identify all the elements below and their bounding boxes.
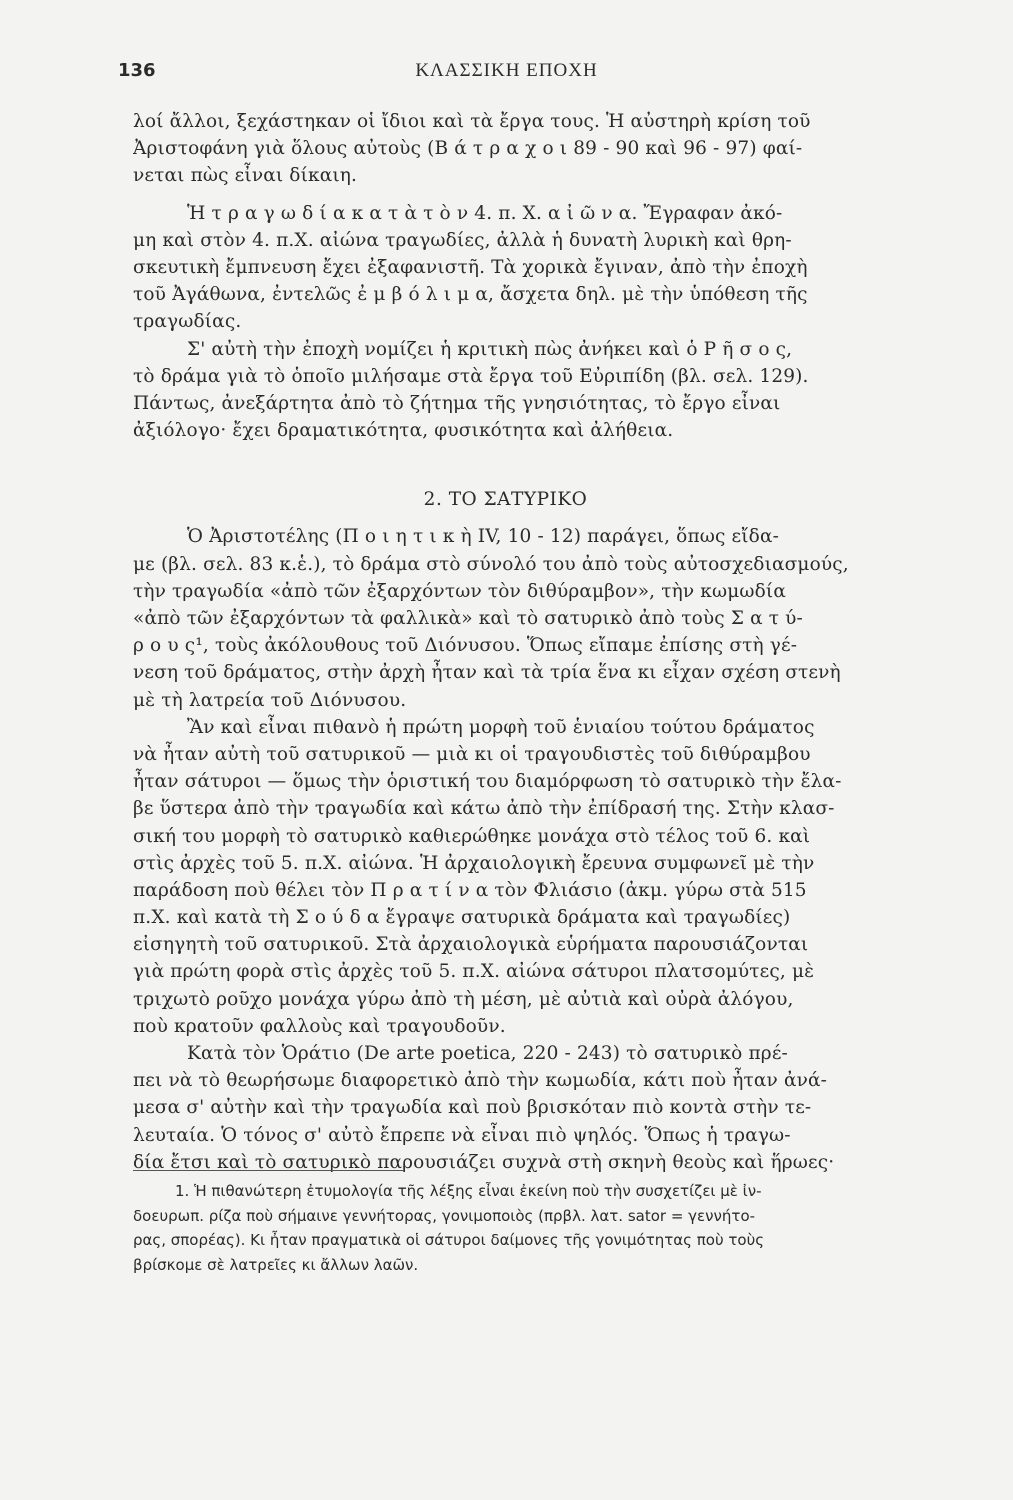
- body-line: πει νὰ τὸ θεωρήσωμε διαφορετικὸ ἀπὸ τὴν κωμωδία, κάτι ποὺ ἦταν ἀνά-: [133, 1070, 828, 1092]
- body-line: «ἀπὸ τῶν ἐξαρχόντων τὰ φαλλικὰ» καὶ τὸ σατυρικὸ ἀπὸ τοὺς Σ α τ ύ-: [133, 608, 803, 629]
- body-line: ἦταν σάτυροι — ὅμως τὴν ὁριστική του διαμόρφωση τὸ σατυρικὸ τὴν ἔλα-: [133, 771, 842, 793]
- footnote-line: 1. Ἡ πιθανώτερη ἐτυμολογία τῆς λέξης εἶναι ἐκείνη ποὺ τὴν συσχετίζει μὲ ἰν-: [175, 1182, 762, 1200]
- body-line: παράδοση ποὺ θέλει τὸν Π ρ α τ ί ν α τὸν Φλιάσιο (ἀκμ. γύρω στὰ 515: [133, 879, 807, 901]
- body-line: μὲ τὴ λατρεία τοῦ Διόνυσου.: [133, 689, 407, 711]
- footnote-line: δοευρωπ. ρίζα ποὺ σήμαινε γεννήτορας, γονιμοποιὸς (πρβλ. λατ. sator = γεννήτο-: [133, 1206, 756, 1225]
- section-heading: 2. ΤΟ ΣΑΤΥΡΙΚΟ: [423, 489, 588, 511]
- blank-line: [133, 513, 878, 523]
- body-line: μεσα σ' αὐτὴν καὶ τὴν τραγωδία καὶ ποὺ βρισκόταν πιὸ κοντὰ στὴν τε-: [133, 1097, 812, 1119]
- body-line: νὰ ἦταν αὐτὴ τοῦ σατυρικοῦ — μιὰ κι οἱ τραγουδιστὲς τοῦ διθύραμβου: [133, 743, 811, 765]
- body-line: τὸ δράμα γιὰ τὸ ὁποῖο μιλήσαμε στὰ ἔργα τοῦ Εὐριπίδη (βλ. σελ. 129).: [133, 365, 809, 387]
- body-line: τραγωδίας.: [133, 311, 242, 333]
- body-line: μη καὶ στὸν 4. π.Χ. αἰώνα τραγωδίες, ἀλλὰ ἡ δυνατὴ λυρικὴ καὶ θρη-: [133, 229, 792, 251]
- body-line: Πάντως, ἀνεξάρτητα ἀπὸ τὸ ζήτημα τῆς γνησιότητας, τὸ ἔργο εἶναι: [133, 392, 781, 414]
- body-line: δία ἔτσι καὶ τὸ σατυρικὸ παρουσιάζει συχνὰ στὴ σκηνὴ θεοὺς καὶ ἥρωες·: [133, 1151, 835, 1173]
- body-line: βε ὕστερα ἀπὸ τὴν τραγωδία καὶ κάτω ἀπὸ τὴν ἐπίδρασή της. Στὴν κλασ-: [133, 798, 835, 820]
- body-line: Κατὰ τὸν Ὁράτιο (De arte poetica, 220 - 243) τὸ σατυρικὸ πρέ-: [187, 1043, 788, 1064]
- subheading-line: Ἡ τ ρ α γ ω δ ί α κ α τ ὰ τ ὸ ν 4. π. Χ. α ἰ ῶ ν α. Ἔγραφαν ἀκό-: [187, 202, 783, 224]
- body-line: με (βλ. σελ. 83 κ.ἑ.), τὸ δράμα στὸ σύνολό του ἀπὸ τοὺς αὐτοσχεδιασμούς,: [133, 553, 849, 575]
- body-line: νεση τοῦ δράματος, στὴν ἀρχὴ ἦταν καὶ τὰ τρία ἕνα κι εἶχαν σχέση στενὴ: [133, 662, 841, 684]
- body-line: Ὁ Ἀριστοτέλης (Π ο ι η τ ι κ ὴ IV, 10 - 12) παράγει, ὅπως εἴδα-: [187, 526, 780, 548]
- body-line: Ἂν καὶ εἶναι πιθανὸ ἡ πρώτη μορφὴ τοῦ ἑνιαίου τούτου δράματος: [187, 716, 815, 738]
- footnote-rule: [133, 1170, 403, 1171]
- body-line: νεται πὼς εἶναι δίκαιη.: [133, 165, 358, 187]
- running-title: ΚΛΑΣΣΙΚΗ ΕΠΟΧΗ: [415, 60, 598, 81]
- blank-line: [133, 444, 878, 486]
- body-line: σική του μορφὴ τὸ σατυρικὸ καθιερώθηκε μονάχα στὸ τέλος τοῦ 6. καὶ: [133, 825, 811, 847]
- body-line: σκευτικὴ ἔμπνευση ἔχει ἐξαφανιστῆ. Τὰ χορικὰ ἔγιναν, ἀπὸ τὴν ἐποχὴ: [133, 256, 808, 278]
- page-number: 136: [118, 60, 156, 81]
- footnotes: [133, 1170, 878, 1277]
- body-text: [133, 108, 878, 1176]
- body-line: τοῦ Ἀγάθωνα, ἐντελῶς ἐ μ β ό λ ι μ α, ἄσχετα δηλ. μὲ τὴν ὑπόθεση τῆς: [133, 284, 808, 306]
- body-line: τριχωτὸ ροῦχο μονάχα γύρω ἀπὸ τὴ μέση, μὲ αὐτιὰ καὶ οὐρὰ ἀλόγου,: [133, 988, 794, 1010]
- footnote-line: βρίσκομε σὲ λατρεῖες κι ἄλλων λαῶν.: [133, 1255, 419, 1274]
- body-line: λευταία. Ὁ τόνος σ' αὐτὸ ἔπρεπε νὰ εἶναι πιὸ ψηλός. Ὅπως ἡ τραγω-: [133, 1124, 791, 1146]
- body-line: γιὰ πρώτη φορὰ στὶς ἀρχὲς τοῦ 5. π.Χ. αἰώνα σάτυροι πλατσομύτες, μὲ: [133, 961, 815, 983]
- body-line: ρ ο υ ς¹, τοὺς ἀκόλουθους τοῦ Διόνυσου. Ὅπως εἴπαμε ἐπίσης στὴ γέ-: [133, 635, 798, 657]
- body-line: στὶς ἀρχὲς τοῦ 5. π.Χ. αἰώνα. Ἡ ἀρχαιολογικὴ ἔρευνα συμφωνεῖ μὲ τὴν: [133, 852, 815, 874]
- body-line: Ἀριστοφάνη γιὰ ὅλους αὐτοὺς (Β ά τ ρ α χ ο ι 89 - 90 καὶ 96 - 97) φαί-: [133, 138, 803, 160]
- footnote-line: ρας, σπορέας). Κι ἦταν πραγματικὰ οἱ σάτυροι δαίμονες τῆς γονιμότητας ποὺ τοὺς: [133, 1231, 765, 1249]
- body-line: Σ' αὐτὴ τὴν ἐποχὴ νομίζει ἡ κριτικὴ πὼς ἀνήκει καὶ ὁ Ρ ῆ σ ο ς,: [187, 338, 793, 360]
- body-line: ποὺ κρατοῦν φαλλοὺς καὶ τραγουδοῦν.: [133, 1015, 506, 1037]
- body-line: λοί ἄλλοι, ξεχάστηκαν οἱ ἴδιοι καὶ τὰ ἔργα τους. Ἡ αὐστηρὴ κρίση τοῦ: [133, 111, 811, 132]
- body-line: π.Χ. καὶ κατὰ τὴ Σ ο ύ δ α ἔγραψε σατυρικὰ δράματα καὶ τραγωδίες): [133, 907, 791, 929]
- body-line: εἰσηγητὴ τοῦ σατυρικοῦ. Στὰ ἀρχαιολογικὰ εὑρήματα παρουσιάζονται: [133, 934, 809, 956]
- body-line: ἀξιόλογο· ἔχει δραματικότητα, φυσικότητα καὶ ἀλήθεια.: [133, 420, 674, 442]
- body-line: τὴν τραγωδία «ἀπὸ τῶν ἐξαρχόντων τὸν διθύραμβον», τὴν κωμωδία: [133, 580, 786, 602]
